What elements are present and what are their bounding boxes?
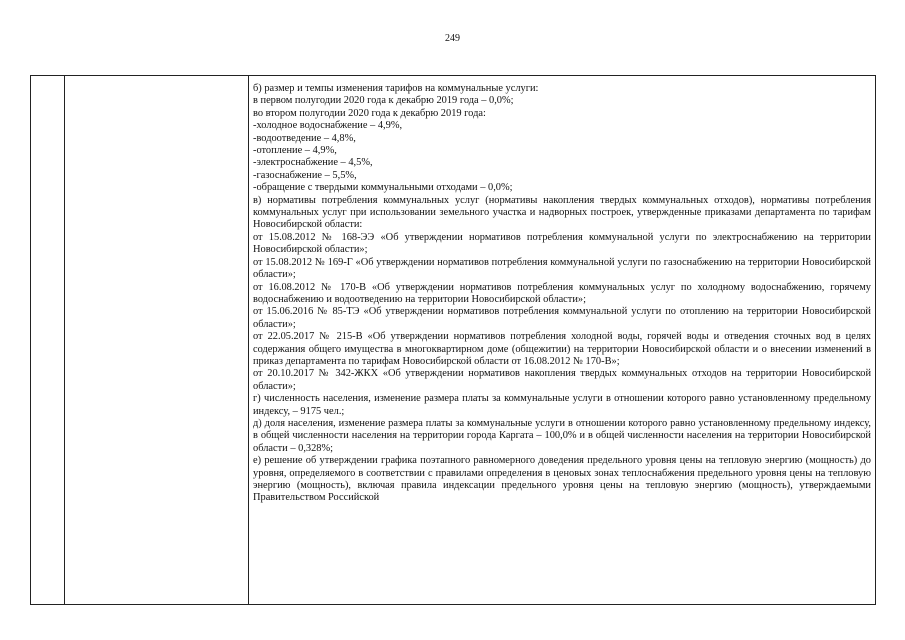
paragraph-heat-price-decision: е) решение об утверждении графика поэтапного равномерного доведения предельного уровня цены на тепловую энергию (мощность) до уровня, определяемого в соответствии с правилами определения в ценовых зонах теплоснабжения предельного уровня цены на тепловую энергию (мощность), включая правила индексации предельного уровня цены на тепловую энергию (мощность), утверждаемыми Правительством Российской (253, 455, 871, 504)
text-line-gas: -газоснабжение – 5,5%, (253, 169, 357, 181)
paragraph-order-342: от 20.10.2017 № 342-ЖКХ «Об утверждении нормативов накопления твердых коммунальных отходов на территории Новосибирской области»; (253, 368, 871, 392)
text-line-drainage: -водоотведение – 4,8%, (253, 132, 356, 144)
text-line-tariffs-heading: б) размер и темпы изменения тарифов на коммунальные услуги: (253, 83, 539, 94)
paragraph-order-170: от 16.08.2012 № 170-В «Об утверждении нормативов потребления коммунальных услуг по холодному водоснабжению, горячему водоснабжению и водоотведению на территории Новосибирской области»; (253, 281, 871, 305)
column-divider-1 (64, 76, 65, 604)
paragraph-order-168: от 15.08.2012 № 168-ЭЭ «Об утверждении нормативов потребления коммунальной услуги по электроснабжению на территории Новосибирской области»; (253, 231, 871, 256)
text-line-heating: -отопление – 4,9%, (253, 145, 337, 157)
paragraph-order-169: от 15.08.2012 № 169-Г «Об утверждении нормативов потребления коммунальной услуги по газоснабжению на территории Новосибирской области»; (253, 256, 871, 281)
paragraph-population: г) численность населения, изменение размера платы за коммунальные услуги в отношении которого равно установленному предельному индексу, – 9175 чел.; (253, 393, 871, 417)
paragraph-consumption-norms: в) нормативы потребления коммунальных услуг (нормативы накопления твердых коммунальных отходов), нормативы потребления коммунальных услуг при использовании земельного участка и надворных построек, утвержденные приказами департамента по тарифам Новосибирской области: (253, 194, 871, 231)
text-line-electricity: -электроснабжение – 4,5%, (253, 157, 373, 169)
paragraph-order-215: от 22.05.2017 № 215-В «Об утверждении нормативов потребления холодной воды, горячей воды и отведения сточных вод в целях содержания общего имущества в многоквартирном доме (общежитии) на территории Новосибирской области и о внесении изменений в приказ департамента по тарифам Новосибирской области от 16.08.2012 № 170-В»; (253, 331, 871, 367)
paragraph-order-85: от 15.06.2016 № 85-ТЭ «Об утверждении нормативов потребления коммунальной услуги по отоплению на территории Новосибирской области»; (253, 306, 871, 330)
text-line-waste: -обращение с твердыми коммунальными отходами – 0,0%; (253, 182, 513, 194)
text-line-cold-water: -холодное водоснабжение – 4,9%, (253, 120, 403, 132)
page-number: 249 (445, 33, 460, 44)
column-divider-2 (248, 76, 249, 604)
content-cell (253, 83, 871, 505)
text-line-first-half: в первом полугодии 2020 года к декабрю 2019 года – 0,0%; (253, 95, 514, 107)
table-frame (30, 75, 876, 605)
text-line-second-half: во втором полугодии 2020 года к декабрю 2019 года: (253, 107, 486, 119)
paragraph-population-share: д) доля населения, изменение размера платы за коммунальные услуги в отношении которого равно установленному предельному индексу, в общей численности населения на территории города Каргата – 100,0% и в общей численности населения на территории Новосибирской области – 0,328%; (253, 417, 871, 454)
